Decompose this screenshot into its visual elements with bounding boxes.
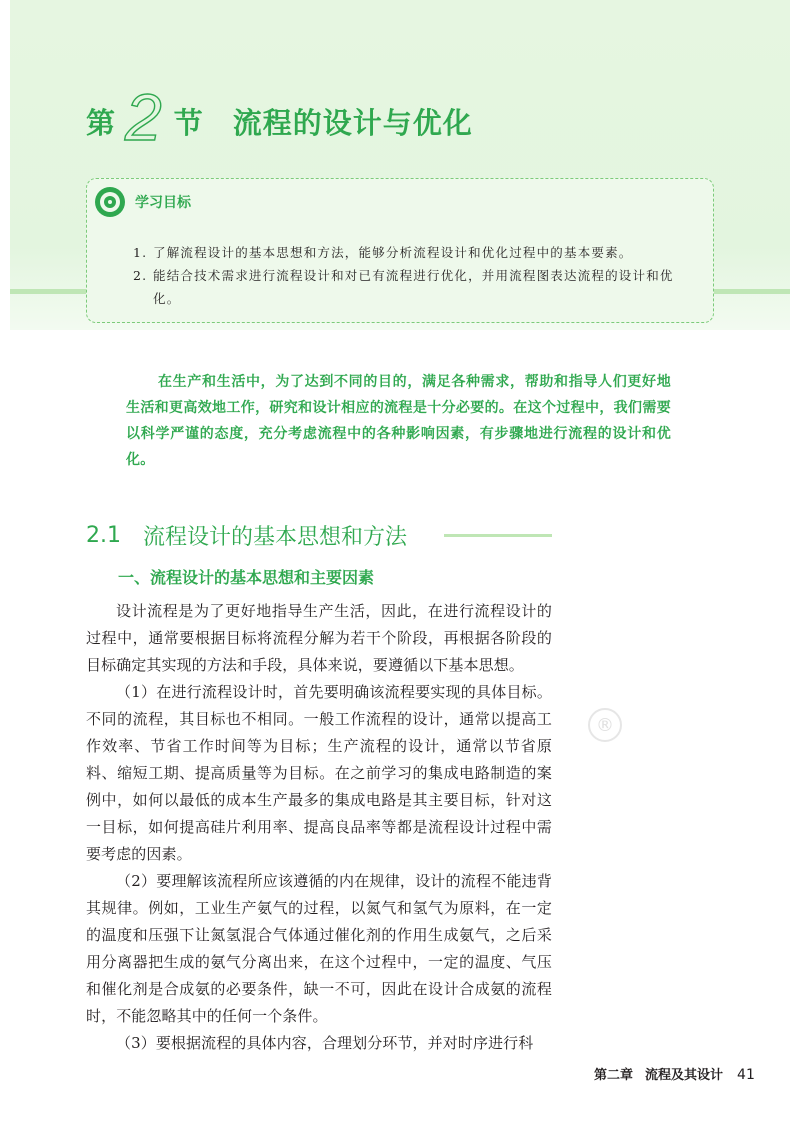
learning-objectives-box: [86, 178, 714, 323]
heading-2-1: [86, 520, 407, 551]
objective-text: 了解流程设计的基本思想和方法，能够分析流程设计和优化过程中的基本要素。: [153, 245, 633, 260]
body-text: [86, 598, 552, 1057]
body-paragraph: （3）要根据流程的具体内容，合理划分环节，并对时序进行科: [116, 1034, 534, 1052]
objective-item: [133, 241, 683, 264]
section-title: [86, 80, 473, 156]
objectives-header: [95, 187, 191, 217]
footer-title: 流程及其设计: [645, 1068, 724, 1083]
registered-mark-watermark: ®: [588, 708, 622, 742]
objective-number: 2.: [133, 268, 148, 283]
heading-title: 流程设计的基本思想和方法: [143, 525, 408, 550]
intro-paragraph: [126, 369, 671, 473]
section-name: 流程的设计与优化: [232, 105, 473, 140]
heading-number: 2.1: [86, 523, 121, 548]
footer-chapter: 第二章: [594, 1068, 634, 1083]
section-suffix: 节: [173, 105, 203, 140]
heading-rule: [444, 534, 552, 537]
objective-text: 能结合技术需求进行流程设计和对已有流程进行优化，并用流程图表达流程的设计和优化。: [153, 268, 674, 306]
body-paragraph: （1）在进行流程设计时，首先要明确该流程要实现的具体目标。不同的流程，其目标也不相同。一般工作流程的设计，通常以提高工作效率、节省工作时间等为目标；生产流程的设计，通常以节省原料、缩短工期、提高质量等为目标。在之前学习的集成电路制造的案例中，如何以最低的成本生产最多的集成电路是其主要目标，针对这一目标，如何提高硅片利用率、提高良品率等都是流程设计过程中需要考虑的因素。: [86, 683, 552, 863]
section-number: 2: [125, 80, 162, 154]
page-margin-left: [0, 0, 10, 330]
objectives-list: [133, 241, 683, 310]
body-paragraph: （2）要理解该流程所应该遵循的内在规律，设计的流程不能违背其规律。例如，工业生产氨气的过程，以氮气和氢气为原料，在一定的温度和压强下让氮氢混合气体通过催化剂的作用生成氨气，之后采用分离器把生成的氨气分离出来，在这个过程中，一定的温度、气压和催化剂是合成氨的必要条件，缺一不可，因此在设计合成氨的流程时，不能忽略其中的任何一个条件。: [86, 872, 552, 1025]
target-icon: [95, 187, 125, 217]
objective-item: [133, 264, 683, 310]
objectives-label: 学习目标: [135, 195, 191, 211]
page-number: 41: [737, 1067, 755, 1083]
body-paragraph: 设计流程是为了更好地指导生产生活，因此，在进行流程设计的过程中，通常要根据目标将流程分解为若干个阶段，再根据各阶段的目标确定其实现的方法和手段，具体来说，要遵循以下基本思想。: [86, 602, 552, 674]
objective-number: 1.: [133, 245, 148, 260]
page-footer: [594, 1064, 755, 1083]
subheading: 一、流程设计的基本思想和主要因素: [118, 568, 375, 587]
intro-text: 在生产和生活中，为了达到不同的目的，满足各种需求，帮助和指导人们更好地生活和更高效地工作，研究和设计相应的流程是十分必要的。在这个过程中，我们需要以科学严谨的态度，充分考虑流程中的各种影响因素，有步骤地进行流程的设计和优化。: [126, 374, 671, 468]
section-prefix: 第: [86, 105, 116, 140]
page-margin-right: [790, 0, 800, 330]
